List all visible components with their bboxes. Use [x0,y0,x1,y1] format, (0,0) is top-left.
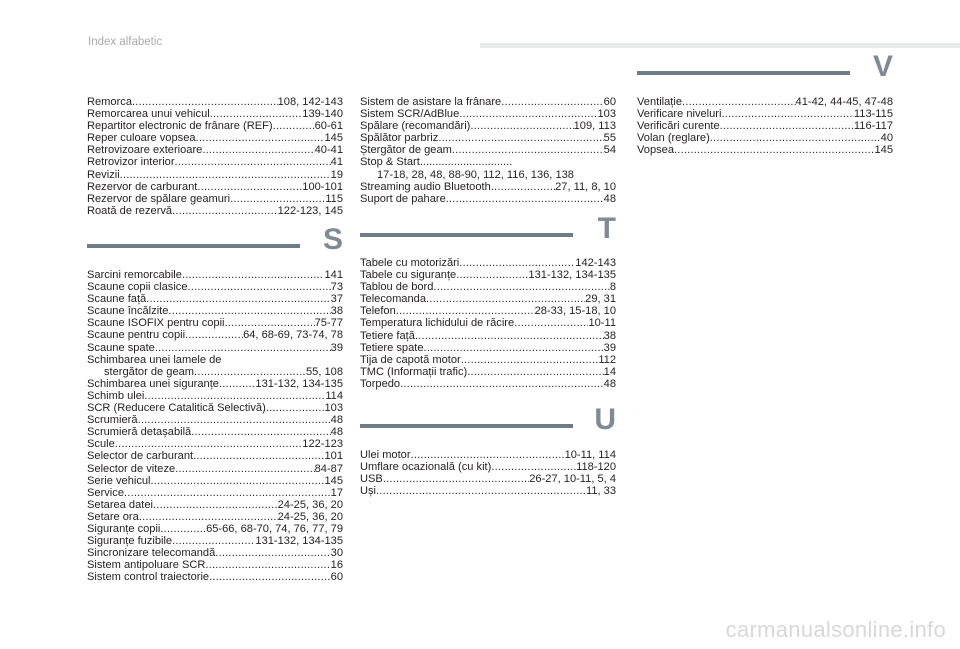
dot-leader [185,329,243,341]
entry-pages: 112 [598,353,616,366]
index-entry [360,354,616,366]
entry-pages: 60 [603,96,616,108]
index-entry [87,317,343,329]
dot-leader [383,473,529,485]
entry-pages: 64, 68-69, 73-74, 78 [243,329,343,342]
entry-pages: 54 [603,144,616,157]
index-entry [360,156,616,168]
dot-leader [194,366,306,378]
index-list-v [637,96,893,156]
index-entry [87,438,343,450]
entry-pages: 10-11 [588,317,616,330]
dot-leader [491,181,555,193]
index-entry [360,330,616,342]
watermark: carmanualsonline.info [725,617,946,642]
entry-term: Remorca [87,96,133,108]
dot-leader [151,475,325,487]
entry-pages: 60 [330,571,343,584]
index-entry [87,475,343,487]
dot-leader [721,108,853,120]
index-entry [87,487,343,499]
entry-pages: 37 [330,293,343,306]
dot-leader [720,120,854,132]
entry-term: Temperatura lichidului de răcire [360,317,515,330]
dot-leader [175,156,331,168]
entry-pages: 24-25, 36, 20 [277,498,343,511]
entry-term: Sincronizare telecomandă [87,547,216,560]
index-entry [360,257,616,269]
entry-pages: 55 [603,132,616,145]
entry-pages: 24-25, 36, 20 [277,510,343,523]
dot-leader [438,132,603,144]
index-entry [87,378,343,390]
dot-leader [415,330,604,342]
dot-leader [461,354,599,366]
dot-leader [144,390,325,402]
entry-pages: 19 [330,168,343,181]
entry-pages: 73 [330,281,343,294]
entry-term: Selector de carburant [87,450,194,463]
index-entry [87,426,343,438]
dot-leader [205,559,330,571]
dot-leader [188,281,331,293]
index-entry [360,181,616,193]
entry-term: Streaming audio Bluetooth [360,180,491,193]
index-entry [87,402,343,414]
dot-leader [426,293,585,305]
index-entry [87,342,343,354]
entry-pages: 116-117 [853,120,893,133]
entry-term: Umflare ocazională (cu kit) [360,461,492,474]
entry-pages: 48 [603,192,616,205]
entry-pages: 118-120 [576,461,616,474]
entry-term: Torpedo [360,377,401,390]
entry-term: Siguranțe copii [87,522,161,535]
entry-pages: 48 [603,377,616,390]
entry-term: Retrovizor interior [87,156,175,169]
entry-pages: 41 [330,156,343,169]
entry-pages: 145 [324,474,343,487]
index-entry [87,293,343,305]
entry-term: Scaune copii clasice [87,281,188,294]
entry-pages: 122-123 [302,438,343,451]
entry-term: Sistem antipoluare SCR [87,559,206,572]
entry-term: Tabele cu motorizări [360,257,460,269]
entry-term: Repartitor electronic de frânare (REF) [87,120,273,133]
dot-leader [424,342,604,354]
index-entry [637,96,893,108]
entry-pages: 40 [880,132,893,145]
index-entry [360,132,616,144]
entry-pages: 10-11, 114 [564,449,616,461]
index-entry [87,414,343,426]
dot-leader [191,426,330,438]
entry-pages: 113-115 [853,108,893,121]
entry-term: Ștergător de geam [360,144,452,157]
entry-term: Verificări curente [637,120,720,133]
entry-pages: 145 [874,144,893,157]
index-entry [360,281,616,293]
entry-pages: 48 [330,414,343,427]
index-entry [87,511,343,523]
index-entry [87,305,343,317]
index-entry [360,96,616,108]
index-entry [87,450,343,462]
dot-leader [682,96,796,108]
dot-leader [196,132,325,144]
entry-pages: 41-42, 44-45, 47-48 [795,96,893,108]
section-bar [360,424,573,428]
dot-leader [225,317,315,329]
entry-term: Revizii [87,168,120,181]
index-entry [87,205,343,217]
index-entry [87,523,343,535]
entry-pages: 103 [324,402,343,415]
dot-leader [459,108,597,120]
dot-leader [400,378,604,390]
entry-term: Scule [87,438,115,451]
index-list-u [360,449,616,497]
entry-term: Sistem SCR/AdBlue [360,108,460,121]
dot-leader [674,144,874,156]
index-entry [87,120,343,132]
entry-term: Scaune spate [87,341,155,354]
index-entry [360,293,616,305]
dot-leader [168,305,330,317]
entry-term: Sistem de asistare la frânare [360,96,502,108]
entry-term: Rezervor de spălare geamuri [87,192,231,205]
index-entry [360,485,616,497]
entry-term: Volan (reglare) [637,132,710,145]
entry-term: Sarcini remorcabile [87,269,182,281]
dot-leader [210,108,303,120]
dot-leader [411,449,565,461]
entry-pages: 26-27, 10-11, 5, 4 [529,473,616,486]
section-letter: V [872,50,893,83]
dot-leader [230,193,325,205]
entry-pages: 109, 113 [573,120,616,133]
index-list-r [87,96,343,217]
entry-term: Tetiere spate [360,341,424,354]
entry-pages: 17 [330,486,343,499]
index-entry [87,499,343,511]
index-entry [87,108,343,120]
dot-leader [197,181,302,193]
entry-term: Schimbarea unei siguranțe [87,377,219,390]
index-entry [360,461,616,473]
entry-term: Tija de capotă motor [360,353,461,366]
dot-leader [182,269,325,281]
dot-leader [132,96,278,108]
index-entry [87,281,343,293]
index-entry [637,132,893,144]
entry-pages: 100-101 [302,180,343,193]
entry-term: Spălător parbriz [360,132,439,145]
index-entry [360,144,616,156]
section-letter: U [594,403,616,436]
entry-term: Siguranțe fuzibile [87,535,173,548]
entry-term: Stop & Start [360,156,420,169]
dot-leader [273,120,315,132]
dot-leader [452,144,604,156]
index-entry [360,342,616,354]
dot-leader [155,342,331,354]
entry-term: Scaune încălzite [87,305,169,318]
index-entry [87,169,343,181]
dot-leader [459,257,575,269]
entry-term: SCR (Reducere Catalitică Selectivă) [87,402,266,415]
entry-term: Service [87,486,124,499]
entry-pages: 131-132, 134-135 [255,535,343,548]
index-entry [87,193,343,205]
dot-leader [146,293,330,305]
entry-term: Suport de pahare [360,192,446,205]
index-entry [360,366,616,378]
entry-term: Uși [360,485,377,498]
index-entry [87,535,343,547]
dot-leader [446,193,604,205]
dot-leader [172,205,278,217]
entry-pages: 38 [330,305,343,318]
dot-leader [193,450,324,462]
index-entry [87,144,343,156]
dot-leader [470,120,573,132]
entry-pages: 8 [609,281,616,294]
dot-leader [138,414,331,426]
dot-leader [266,402,325,414]
entry-term: Tabele cu siguranțe [360,269,457,282]
entry-term: Spălare (recomandări) [360,120,471,133]
entry-term: Scaune față [87,293,147,306]
section-letter: T [597,212,616,245]
index-entry [360,193,616,205]
dot-leader [172,535,255,547]
dot-leader [456,269,528,281]
entry-term: USB [360,473,383,486]
entry-term: Scrumieră [87,414,138,427]
entry-pages: 60-61 [314,120,343,133]
entry-pages: 30 [330,547,343,560]
entry-term: Ulei motor [360,449,411,461]
entry-term: Telecomanda [360,293,426,306]
entry-pages: 142-143 [575,257,616,269]
dot-leader [124,487,331,499]
dot-leader [209,571,331,583]
index-entry [87,132,343,144]
dot-leader [467,366,603,378]
index-entry [87,547,343,559]
entry-pages: 122-123, 145 [277,204,343,217]
index-list-t [360,257,616,390]
index-entry [360,449,616,461]
index-list-s-continued [360,96,616,205]
index-entry [637,108,893,120]
index-list-s [87,269,343,583]
entry-term: stergător de geam [104,365,195,378]
entry-term: Setare ora [87,510,139,523]
dot-leader [160,523,206,535]
entry-pages: 115 [325,192,343,205]
dot-leader [120,169,331,181]
section-heading-t [360,212,616,248]
entry-term: Rezervor de carburant [87,180,198,193]
dot-leader [710,132,881,144]
entry-term: Reper culoare vopsea [87,132,196,145]
index-entry [87,463,343,475]
dot-leader [175,463,314,475]
entry-pages: 114 [325,389,343,402]
dot-leader: .............................. [419,156,513,169]
entry-pages: 16 [330,559,343,572]
entry-term: Verificare niveluri [637,108,722,121]
index-entry [87,559,343,571]
section-bar [360,233,573,237]
index-entry [87,96,343,108]
entry-term: Ventilație [637,96,683,108]
entry-term: Vopsea [637,144,675,157]
page-header-title: Index alfabetic [88,36,163,48]
index-entry [87,329,343,341]
entry-term: Retrovizoare exterioare [87,144,203,157]
entry-pages: 141 [324,269,343,281]
index-entry [87,181,343,193]
entry-pages: 103 [597,108,616,121]
index-entry [87,269,343,281]
dot-leader [376,485,586,497]
entry-pages: 28-33, 15-18, 10 [534,305,616,318]
entry-pages: 55, 108 [305,365,343,378]
entry-term: Tablou de bord [360,281,434,294]
entry-pages: 101 [324,450,343,463]
entry-pages: 84-87 [314,462,343,475]
dot-leader [501,96,603,108]
entry-term: Serie vehicul [87,474,151,487]
section-heading-v [637,50,893,86]
index-entry [360,108,616,120]
section-bar [637,71,850,75]
entry-term: Scaune pentru copii [87,329,186,342]
index-entry [637,144,893,156]
section-bar [87,244,300,248]
entry-pages: 65-66, 68-70, 74, 76, 77, 79 [206,522,343,535]
dot-leader [139,511,278,523]
entry-term: Selector de viteze [87,462,176,475]
index-entry [360,317,616,329]
entry-pages: 40-41 [314,144,343,157]
dot-leader [396,305,535,317]
entry-term: Tetiere față [360,329,415,342]
entry-term: 17-18, 28, 48, 88-90, 112, 116, 136, 138 [377,168,574,181]
entry-pages: 11, 33 [585,485,616,498]
entry-pages: 27, 11, 8, 10 [555,180,616,193]
dot-leader [491,461,576,473]
section-heading-s [87,223,343,259]
entry-term: Telefon [360,305,396,318]
entry-pages: 48 [330,426,343,439]
header-rule [480,43,960,48]
dot-leader [115,438,303,450]
section-heading-u [360,403,616,439]
index-entry [87,571,343,583]
entry-term: Schimbarea unei lamele de [87,353,222,366]
index-entry [87,366,343,378]
entry-pages: 29, 31 [585,293,616,306]
entry-pages: 39 [603,341,616,354]
entry-pages: 131-132, 134-135 [255,377,343,390]
entry-term: TMC (Informații trafic) [360,365,468,378]
entry-term: Sistem control traiectorie [87,571,210,584]
entry-term: Roată de rezervă [87,204,173,217]
dot-leader [514,317,588,329]
entry-term: Scaune ISOFIX pentru copii [87,317,225,330]
entry-term: Schimb ulei [87,389,145,402]
index-entry [360,378,616,390]
index-entry [87,354,343,366]
index-entry [637,120,893,132]
entry-pages: 75-77 [314,317,343,330]
entry-term: Remorcarea unui vehicul [87,108,210,121]
dot-leader [433,281,609,293]
entry-pages: 38 [603,329,616,342]
entry-term: Setarea datei [87,498,153,511]
dot-leader [153,499,278,511]
dot-leader [215,547,330,559]
index-entry [87,156,343,168]
index-entry [360,269,616,281]
entry-pages: 108, 142-143 [277,96,343,108]
entry-pages: 39 [330,341,343,354]
entry-pages: 145 [324,132,343,145]
dot-leader [219,378,255,390]
entry-term: Scrumieră detașabilă [87,426,192,439]
entry-pages: 131-132, 134-135 [528,269,616,282]
entry-pages: 14 [603,365,616,378]
index-entry [360,120,616,132]
index-entry [360,305,616,317]
index-entry [87,390,343,402]
index-entry [360,169,616,181]
index-entry [360,473,616,485]
dot-leader [202,144,314,156]
entry-pages: 139-140 [302,108,343,121]
section-letter: S [322,223,343,256]
